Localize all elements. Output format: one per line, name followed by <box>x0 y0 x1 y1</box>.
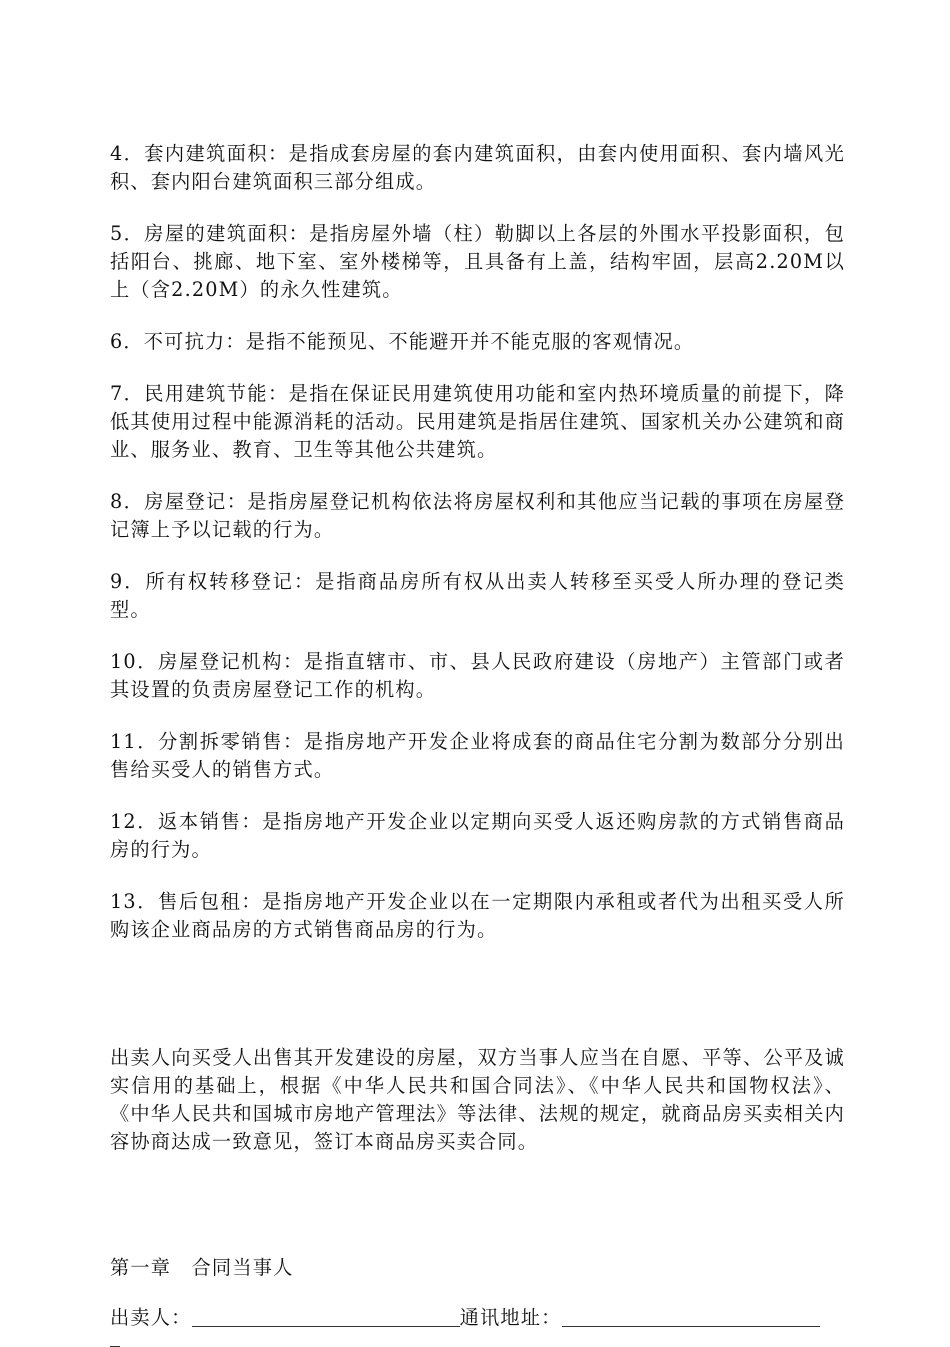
definition-6: 6．不可抗力：是指不能预见、不能避开并不能克服的客观情况。 <box>110 330 695 353</box>
definition-4: 4．套内建筑面积：是指成套房屋的套内建筑面积，由套内使用面积、套内墙风光积、套内阳台建筑面积三部分组成。 <box>110 142 845 193</box>
address-blank-field[interactable] <box>562 1306 820 1327</box>
spacer <box>110 1180 845 1254</box>
definition-9: 9．所有权转移登记：是指商品房所有权从出卖人转移至买受人所办理的登记类型。 <box>110 570 845 621</box>
address-label: 通讯地址： <box>459 1306 562 1329</box>
spacer <box>110 968 845 1044</box>
party-fields-row <box>110 1304 845 1332</box>
contract-preamble: 出卖人向买受人出售其开发建设的房屋，双方当事人应当在自愿、平等、公平及诚实信用的基础上，根据《中华人民共和国合同法》、《中华人民共和国物权法》、《中华人民共和国城市房地产管理法》等法律、法规的规定，就商品房买卖相关内容协商达成一致意见，签订本商品房买卖合同。 <box>110 1046 845 1153</box>
definition-13: 13．售后包租：是指房地产开发企业以在一定期限内承租或者代为出租买受人所购该企业商品房的方式销售商品房的行为。 <box>110 890 845 941</box>
document-page <box>110 140 845 1347</box>
definition-8: 8．房屋登记：是指房屋登记机构依法将房屋权利和其他应当记载的事项在房屋登记簿上予以记载的行为。 <box>110 490 845 541</box>
blank-line-continuation <box>110 1332 120 1347</box>
definition-11: 11．分割拆零销售：是指房地产开发企业将成套的商品住宅分割为数部分分别出售给买受人的销售方式。 <box>110 730 845 781</box>
seller-blank-field[interactable] <box>192 1306 460 1327</box>
seller-label: 出卖人： <box>110 1306 192 1329</box>
chapter-title: 第一章 合同当事人 <box>110 1256 294 1279</box>
definition-12: 12．返本销售：是指房地产开发企业以定期向买受人返还购房款的方式销售商品房的行为。 <box>110 810 845 861</box>
definition-7: 7．民用建筑节能：是指在保证民用建筑使用功能和室内热环境质量的前提下，降低其使用过程中能源消耗的活动。民用建筑是指居住建筑、国家机关办公建筑和商业、服务业、教育、卫生等其他公共建筑。 <box>110 382 845 461</box>
definition-10: 10．房屋登记机构：是指直辖市、市、县人民政府建设（房地产）主管部门或者其设置的负责房屋登记工作的机构。 <box>110 650 845 701</box>
definition-5: 5．房屋的建筑面积：是指房屋外墙（柱）勒脚以上各层的外围水平投影面积，包括阳台、挑廊、地下室、室外楼梯等，且具备有上盖，结构牢固，层高2.20M以上（含2.20M）的永久性建筑。 <box>110 222 845 301</box>
